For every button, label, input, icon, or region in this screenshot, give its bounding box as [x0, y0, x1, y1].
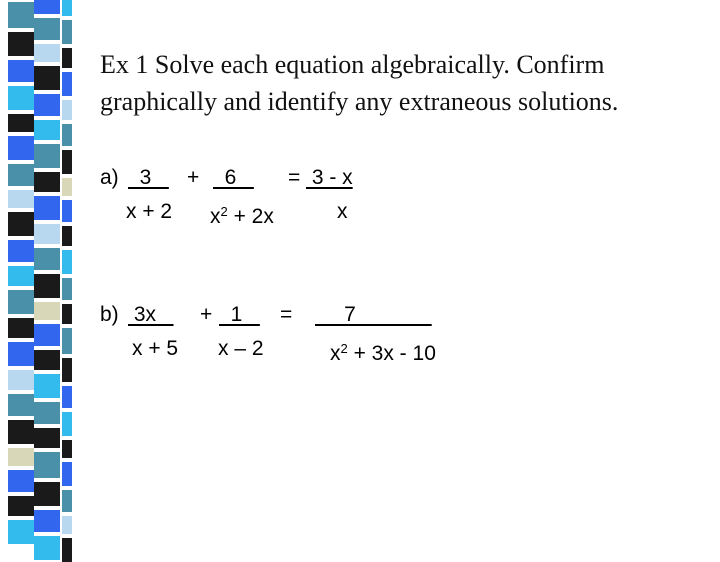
stripe-block: [8, 266, 34, 286]
stripe-block: [34, 18, 60, 40]
stripe-block: [8, 2, 34, 28]
stripe-block: [62, 20, 72, 44]
problem-b-rhs-numerator: 7: [315, 303, 432, 326]
stripe-block: [34, 196, 60, 220]
stripe-block: [62, 100, 72, 120]
stripe-block: [62, 72, 72, 96]
stripe-block: [62, 0, 72, 16]
stripe-block: [34, 482, 60, 506]
problem-a-plus: +: [187, 166, 200, 189]
stripe-block: [34, 350, 60, 370]
stripe-block: [8, 290, 34, 314]
stripe-block: [8, 496, 34, 516]
stripe-block: [8, 136, 34, 160]
stripe-block: [34, 172, 60, 192]
stripe-block: [8, 318, 34, 338]
stripe-block: [34, 510, 60, 532]
stripe-block: [62, 304, 72, 324]
problem-b-denominator-1: x + 5: [132, 337, 179, 360]
stripe-block: [8, 86, 34, 110]
problem-a-denominator-3: x: [337, 200, 348, 223]
stripe-block: [8, 114, 34, 132]
problem-a-numerator-2: 6: [213, 166, 254, 189]
stripe-block: [8, 212, 34, 236]
problem-a-denominator-1: x + 2: [126, 200, 173, 223]
problem-b-denominator-3: $x^2 + 3x - 10$: [330, 341, 436, 365]
stripe-block: [8, 394, 34, 416]
stripe-block: [62, 124, 72, 146]
stripe-block: [8, 342, 34, 366]
stripe-block: [62, 358, 72, 382]
problem-a-rhs-numerator: 3 - x: [306, 166, 353, 189]
stripe-block: [62, 516, 72, 534]
stripe-block: [8, 448, 34, 466]
stripe-block: [34, 374, 60, 398]
stripe-block: [34, 452, 60, 478]
stripe-block: [62, 412, 72, 436]
stripe-block: [34, 302, 60, 320]
stripe-block: [8, 240, 34, 262]
stripe-block: [8, 420, 34, 444]
stripe-block: [34, 120, 60, 140]
stripe-block: [8, 32, 34, 56]
problem-b-equals: =: [280, 303, 293, 326]
problem-b-numerator-2: 1: [219, 303, 260, 326]
stripe-block: [8, 520, 34, 544]
stripe-block: [34, 274, 60, 298]
stripe-block: [62, 200, 72, 222]
stripe-block: [62, 250, 72, 274]
stripe-block: [34, 94, 60, 116]
stripe-block: [34, 402, 60, 424]
problem-a-denominator-2: $x^2 + 2x$: [210, 204, 274, 228]
stripe-block: [62, 150, 72, 174]
stripe-block: [8, 190, 34, 208]
stripe-block: [34, 44, 60, 62]
stripe-block: [34, 428, 60, 448]
stripe-block: [34, 224, 60, 244]
stripe-block: [8, 470, 34, 492]
slide-title: [100, 46, 700, 120]
decorative-stripe-sidebar: [0, 0, 72, 540]
stripe-block: [62, 490, 72, 512]
stripe-block: [62, 538, 72, 562]
stripe-block: [62, 386, 72, 408]
stripe-block: [62, 48, 72, 68]
problem-b-numerator-1: 3x: [128, 303, 174, 326]
stripe-block: [62, 278, 72, 300]
stripe-block: [34, 144, 60, 168]
stripe-block: [8, 60, 34, 82]
stripe-block: [8, 370, 34, 390]
title-line-1: Ex 1 Solve each equation algebraically. Confirm: [100, 50, 605, 79]
stripe-block: [34, 0, 60, 14]
stripe-block: [62, 462, 72, 486]
stripe-block: [34, 248, 60, 270]
title-line-2: graphically and identify any extraneous solutions.: [100, 87, 619, 116]
problem-a-numerator-1: 3: [128, 166, 169, 189]
stripe-block: [34, 324, 60, 346]
problem-b-denominator-2: x – 2: [218, 337, 264, 360]
problem-a-label: a): [100, 166, 119, 189]
stripe-block: [8, 164, 34, 186]
stripe-block: [34, 66, 60, 90]
problem-a-equals: =: [288, 166, 301, 189]
stripe-block: [62, 440, 72, 458]
stripe-block: [62, 226, 72, 246]
stripe-block: [62, 178, 72, 196]
problem-b-label: b): [100, 303, 119, 326]
problem-b-plus: +: [200, 303, 213, 326]
stripe-block: [62, 328, 72, 354]
